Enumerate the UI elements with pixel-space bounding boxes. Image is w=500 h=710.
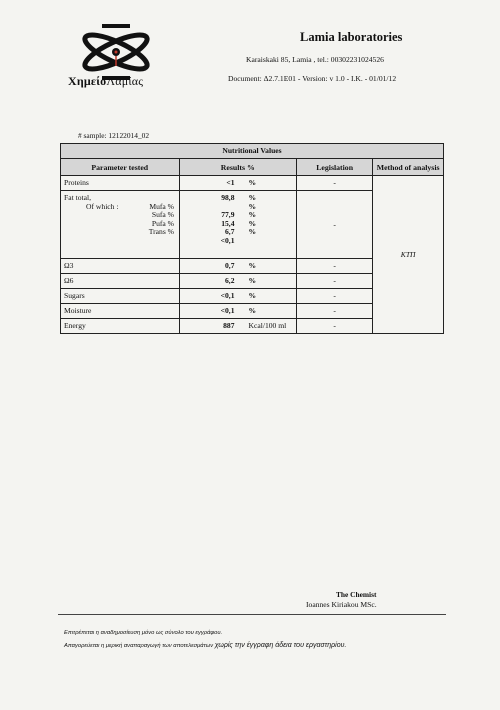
- table-title: Nutritional Values: [61, 144, 444, 159]
- lab-logo: [58, 16, 178, 102]
- legislation-cell: -: [297, 274, 373, 289]
- result-unit: Kcal/100 ml: [248, 321, 287, 330]
- result-unit: %: [248, 261, 257, 270]
- fat-sub-value: <0,1: [220, 235, 235, 245]
- result-value: <0,1: [220, 306, 235, 315]
- fat-sub-unit: %: [248, 210, 257, 219]
- result-cell: [179, 259, 297, 274]
- legislation-cell: -: [297, 259, 373, 274]
- result-value: 0,7: [225, 261, 235, 270]
- result-value: 887: [223, 321, 235, 330]
- chemist-name: Ioannes Kiriakou MSc.: [306, 600, 377, 609]
- footer-line-2: [64, 642, 346, 649]
- header-method: Method of analysis: [373, 159, 444, 176]
- footer-line-2a: Απαγορεύεται η μερική αναπαραγωγή των αποτελεσμάτων: [64, 643, 215, 649]
- logo-name-thin: Λαμίας: [106, 74, 144, 88]
- fat-sub-unit: %: [248, 227, 257, 236]
- fat-sub-label: Sufa %: [151, 210, 174, 219]
- result-value: 6,2: [225, 276, 235, 285]
- fat-sub-label: Mufa %: [149, 201, 174, 211]
- result-value: <1: [226, 178, 235, 187]
- footer-line-2b: χωρίς την έγγραφη άδεια του εργαστηρίου.: [214, 642, 347, 649]
- of-which-label: Of which :: [86, 201, 119, 211]
- header-parameter: Parameter tested: [61, 159, 180, 176]
- document-info: Document: Δ2.7.1Ε01 - Version: v 1.0 - I.K. - 01/01/12: [228, 74, 397, 83]
- result-cell: [179, 274, 297, 289]
- fat-result-cell: [179, 191, 297, 259]
- fat-sub-value: 6,7: [225, 227, 235, 236]
- logo-text: [68, 74, 143, 89]
- param-cell: Energy: [61, 319, 180, 334]
- fat-sub-unit: %: [248, 201, 257, 211]
- result-unit: %: [248, 306, 257, 315]
- fat-sub-value: 77,9: [221, 210, 235, 219]
- lab-name: Lamia laboratories: [300, 30, 403, 44]
- fat-total-value: 98,8: [221, 193, 235, 202]
- fat-total-label: Fat total,: [64, 193, 91, 202]
- result-cell: [179, 176, 297, 191]
- header-legislation: Legislation: [297, 159, 373, 176]
- legislation-cell: -: [297, 319, 373, 334]
- table-row: [61, 176, 444, 191]
- param-cell: Proteins: [61, 176, 180, 191]
- result-value: <0,1: [220, 291, 235, 300]
- fat-sub-label: Trans %: [148, 227, 174, 236]
- header-results: Results %: [179, 159, 297, 176]
- lab-address: Karaiskaki 85, Lamia , tel.: 00302231024526: [246, 55, 384, 64]
- result-cell: [179, 289, 297, 304]
- param-cell: Ω3: [61, 259, 180, 274]
- fat-param-cell: [61, 191, 180, 259]
- legislation-cell: -: [297, 304, 373, 319]
- footer-line-1: Επιτρέπεται η αναδημοσίευση μόνο ως σύνολο του εγγράφου.: [64, 630, 223, 636]
- logo-name-bold: Χημείο: [68, 74, 107, 88]
- result-cell: [179, 304, 297, 319]
- fat-total-unit: %: [248, 193, 257, 202]
- footer-divider: [58, 614, 446, 615]
- nutrition-table: [60, 143, 444, 334]
- result-unit: %: [248, 276, 257, 285]
- result-unit: %: [248, 178, 257, 187]
- fat-sub-unit: %: [248, 218, 257, 228]
- legislation-cell: -: [297, 176, 373, 191]
- param-cell: Moisture: [61, 304, 180, 319]
- legislation-cell: -: [297, 289, 373, 304]
- fat-sub-label: Pufa %: [151, 218, 174, 228]
- legislation-cell: -: [297, 191, 373, 259]
- sample-id: # sample: 12122014_02: [78, 131, 150, 140]
- result-unit: %: [248, 291, 257, 300]
- param-cell: Ω6: [61, 274, 180, 289]
- chemist-title: The Chemist: [336, 590, 377, 599]
- method-cell: ΚΤΠ: [373, 176, 444, 334]
- fat-sub-value: 15,4: [221, 218, 235, 228]
- result-cell: [179, 319, 297, 334]
- param-cell: Sugars: [61, 289, 180, 304]
